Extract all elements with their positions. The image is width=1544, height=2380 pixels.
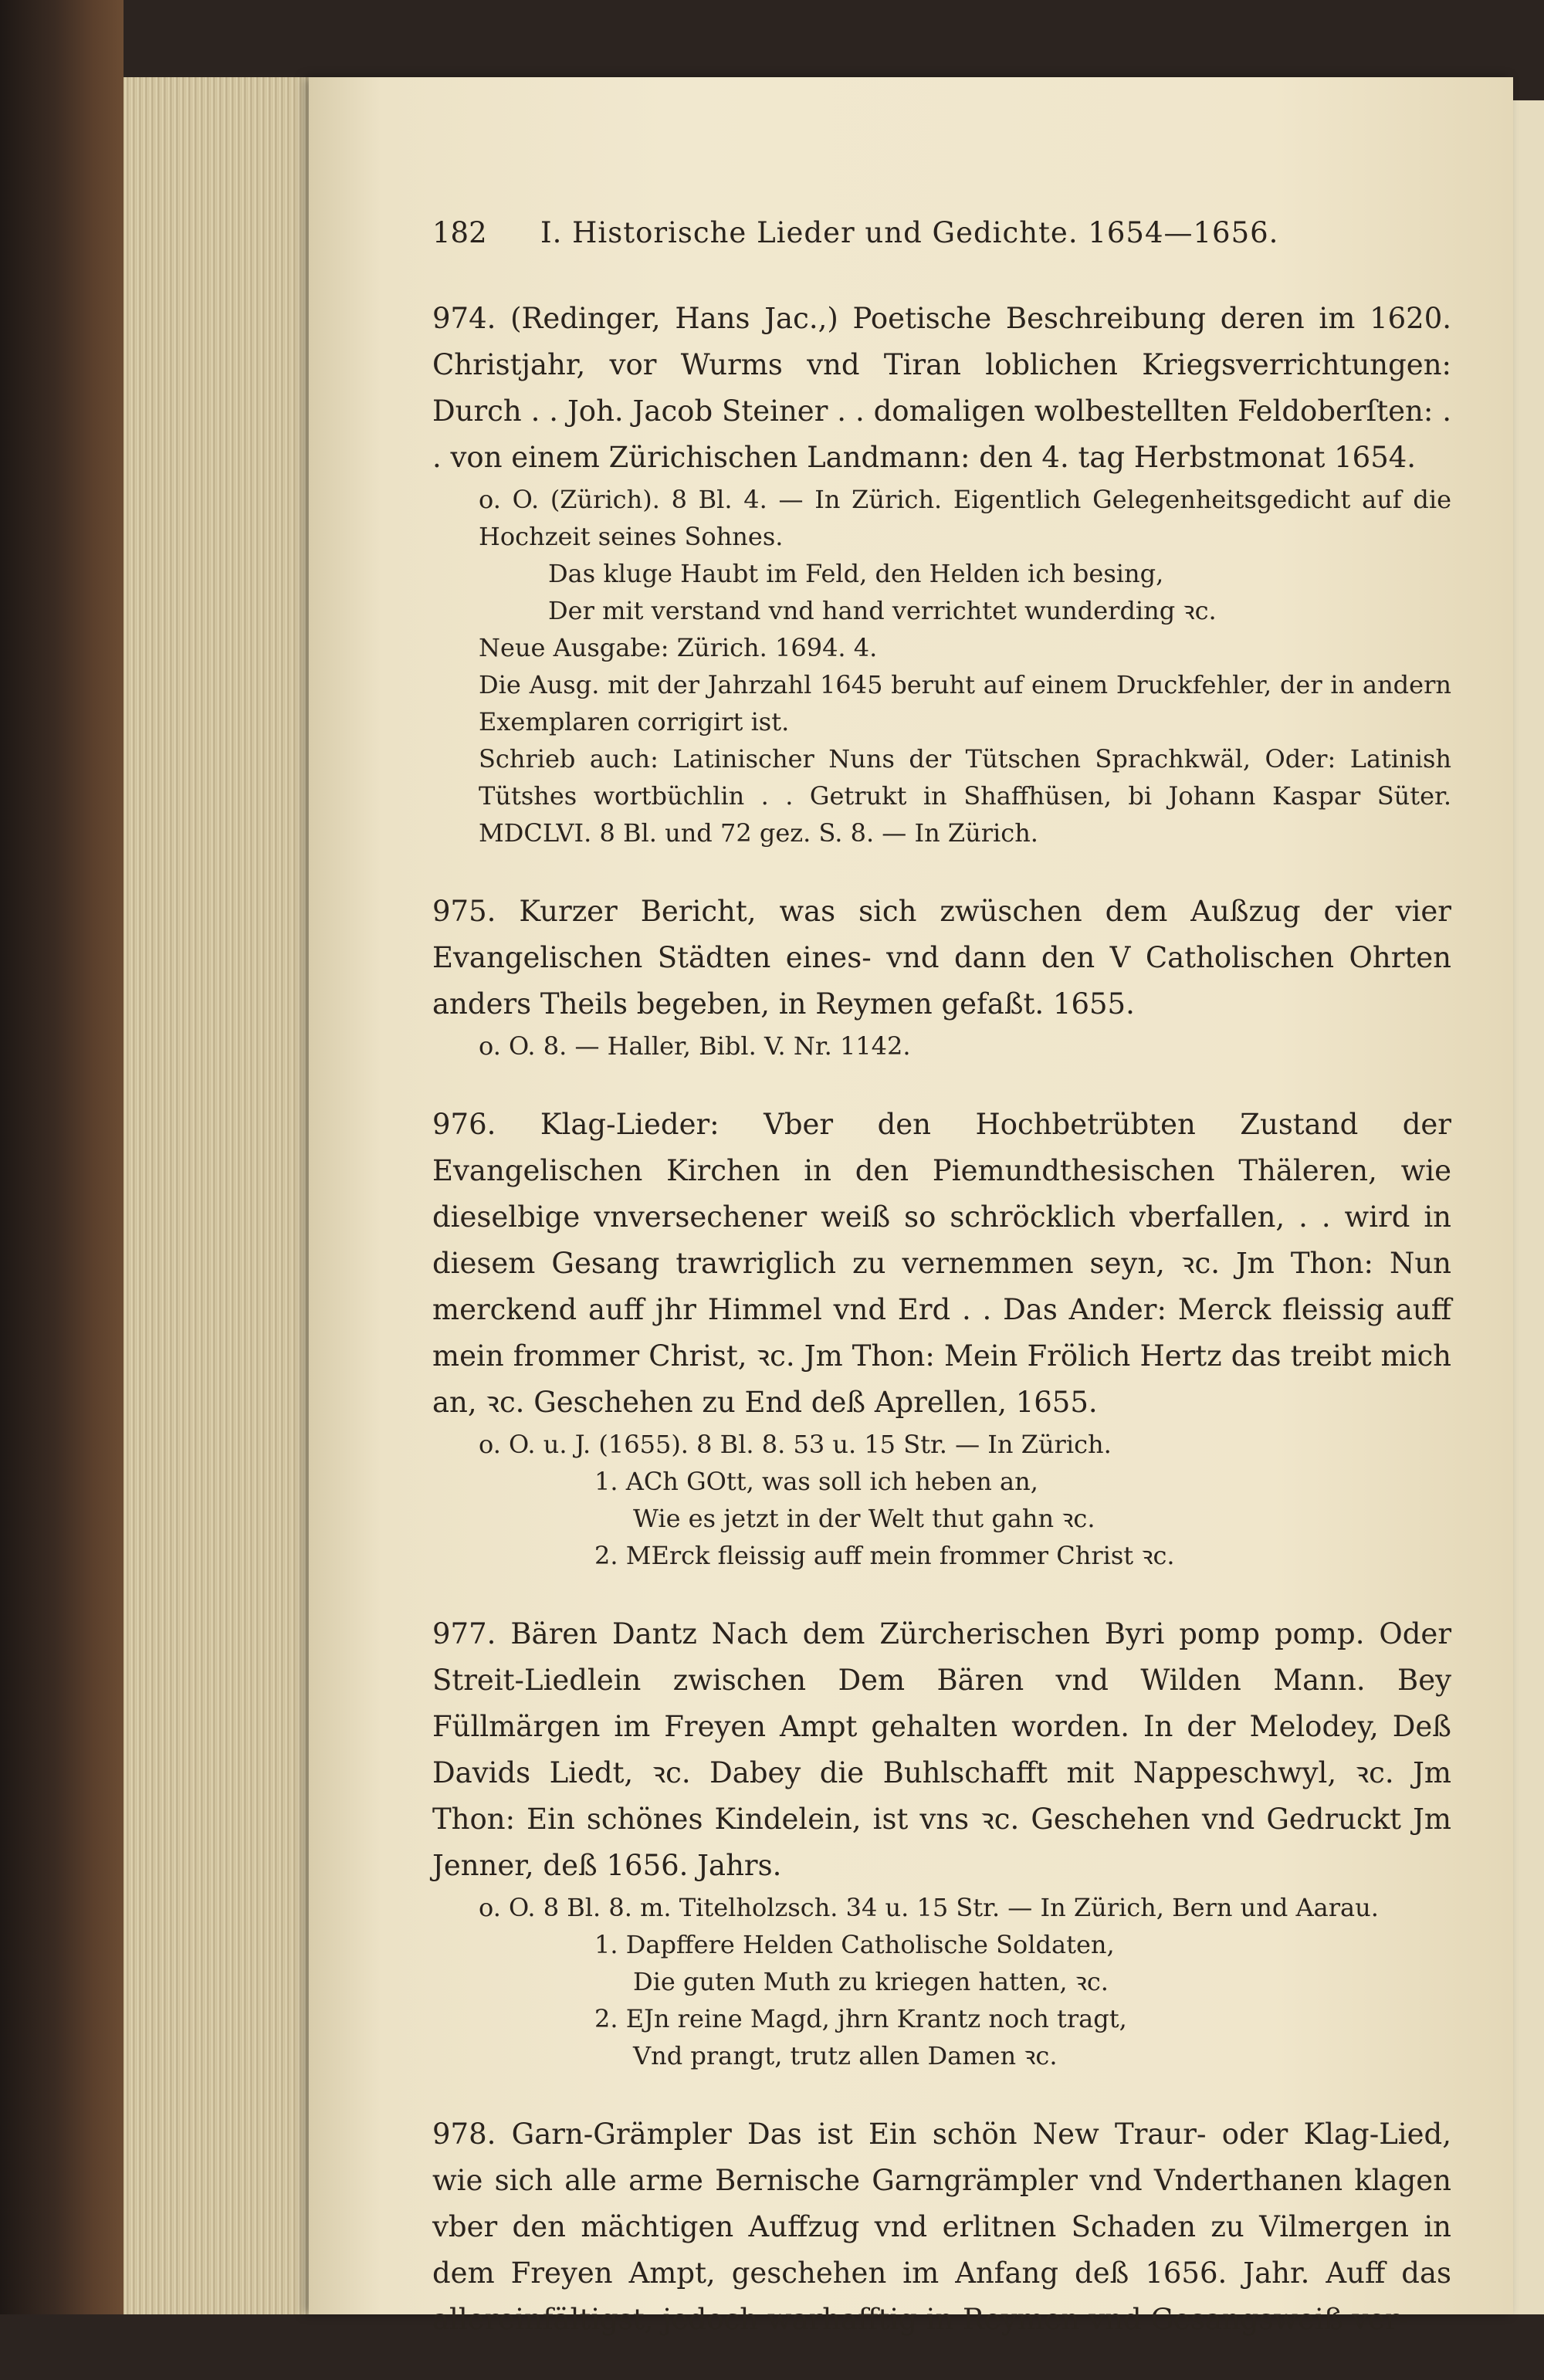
page-content (432, 216, 1451, 2380)
entry-number: 974. (432, 302, 496, 335)
entry-note: Die Ausg. mit der Jahrzahl 1645 beruht auf einem Druckfehler, der in andern Exemplaren corrigirt ist. (479, 670, 1451, 736)
verse-line: 1. ACh GOtt, was soll ich heben an, (594, 1467, 1038, 1496)
entry-976 (432, 1102, 1451, 1574)
entry-note: o. O. 8 Bl. 8. m. Titelholzsch. 34 u. 15 Str. — In Zürich, Bern und Aarau. (479, 1893, 1379, 1922)
entry-text: (Redinger, Hans Jac.,) Poetische Beschreibung deren im 1620. Christjahr, vor Wurms vnd Tiran loblichen Kriegsverrichtungen: Durch . . Joh. Jacob Steiner . . domaligen wolbestellten Feldoberſten: . . von einem Zürichischen Landmann: den 4. tag Herbstmonat 1654. (432, 302, 1451, 474)
entry-title (432, 889, 1451, 1027)
entry-note: Neue Ausgabe: Zürich. 1694. 4. (479, 633, 878, 662)
entry-text: Klag-Lieder: Vber den Hochbetrübten Zustand der Evangelischen Kirchen in den Piemundthesischen Thäleren, wie dieselbige vnversechener weiß so schröcklich vberfallen, . . wird in diesem Gesang trawriglich zu vernemmen seyn, ꝛc. Jm Thon: Nun merckend auff jhr Himmel vnd Erd . . Das Ander: Merck fleissig auff mein frommer Christ, ꝛc. Jm Thon: Mein Frölich Hertz das treibt mich an, ꝛc. Geschehen zu End deß Aprellen, 1655. (432, 1108, 1451, 1419)
quote-line: Das kluge Haubt im Feld, den Helden ich besing, (548, 559, 1164, 588)
page-number: 182 (432, 216, 487, 249)
page-stack-edges (124, 77, 317, 2314)
entry-number: 977. (432, 1617, 496, 1650)
entry-title (432, 296, 1451, 481)
verse-line: Wie es jetzt in der Welt thut gahn ꝛc. (633, 1504, 1095, 1533)
quote-line: Der mit verstand vnd hand verrichtet wunderding ꝛc. (548, 596, 1217, 625)
verse-line: Vnd prangt, trutz allen Damen ꝛc. (633, 2041, 1058, 2070)
entry-number: 978. (432, 2118, 496, 2151)
entry-number: 976. (432, 1108, 496, 1141)
verse-line: 2. MErck fleissig auff mein frommer Christ ꝛc. (594, 1541, 1175, 1570)
facing-page-edge (1513, 100, 1544, 2314)
entry-text: Garn-Grämpler Das ist Ein schön New Traur- oder Klag-Lied, wie sich alle arme Bernische Garngrämpler vnd Vnderthanen klagen vber den mächtigen Auffzug vnd erlitnen Schaden zu Vilmergen in dem Freyen Ampt, geschehen im Anfang deß 1656. Jahr. Auff das allereinfältigst, jedoch warhafftig in Reymen vnd Gesangsweiß ver- (432, 2118, 1451, 2336)
verse-line: 1. Dapffere Helden Catholische Soldaten, (594, 1930, 1115, 1959)
running-title: I. Historische Lieder und Gedichte. 1654—1656. (540, 216, 1279, 249)
entry-title (432, 2111, 1451, 2343)
entry-text: Kurzer Bericht, was sich zwüschen dem Außzug der vier Evangelischen Städten eines- vnd dann den V Catholischen Ohrten anders Theils begeben, in Reymen gefaßt. 1655. (432, 895, 1451, 1021)
entry-977 (432, 1611, 1451, 2074)
book-spine-edge (0, 0, 124, 2314)
entry-text: Bären Dantz Nach dem Zürcherischen Byri pomp pomp. Oder Streit-Liedlein zwischen Dem Bären vnd Wilden Mann. Bey Füllmärgen im Freyen Ampt gehalten worden. In der Melodey, Deß Davids Liedt, ꝛc. Dabey die Buhlschafft mit Nappeschwyl, ꝛc. Jm Thon: Ein schönes Kindelein, ist vns ꝛc. Geschehen vnd Gedruckt Jm Jenner, deß 1656. Jahrs. (432, 1617, 1452, 1882)
entry-title (432, 1102, 1451, 1426)
entry-note: o. O. 8. — Haller, Bibl. V. Nr. 1142. (479, 1031, 911, 1061)
entry-974 (432, 296, 1451, 851)
entry-note: o. O. (Zürich). 8 Bl. 4. — In Zürich. Eigentlich Gelegenheitsgedicht auf die Hochzeit seines Sohnes. (479, 485, 1451, 551)
verse-line: 2. EJn reine Magd, jhrn Krantz noch tragt, (594, 2004, 1127, 2033)
entry-note: Schrieb auch: Latinischer Nuns der Tütschen Sprachkwäl, Oder: Latinish Tütshes wortbüchlin . . Getrukt in Shaffhüsen, bi Johann Kaspar Süter. MDCLVI. 8 Bl. und 72 gez. S. 8. — In Zürich. (479, 744, 1451, 848)
entry-975 (432, 889, 1451, 1065)
entry-note: o. O. u. J. (1655). 8 Bl. 8. 53 u. 15 Str. — In Zürich. (479, 1430, 1112, 1459)
entry-978 (432, 2111, 1451, 2343)
entry-title (432, 1611, 1451, 1889)
running-header (432, 216, 1451, 249)
entry-number: 975. (432, 895, 496, 928)
verse-line: Die guten Muth zu kriegen hatten, ꝛc. (633, 1967, 1109, 1996)
